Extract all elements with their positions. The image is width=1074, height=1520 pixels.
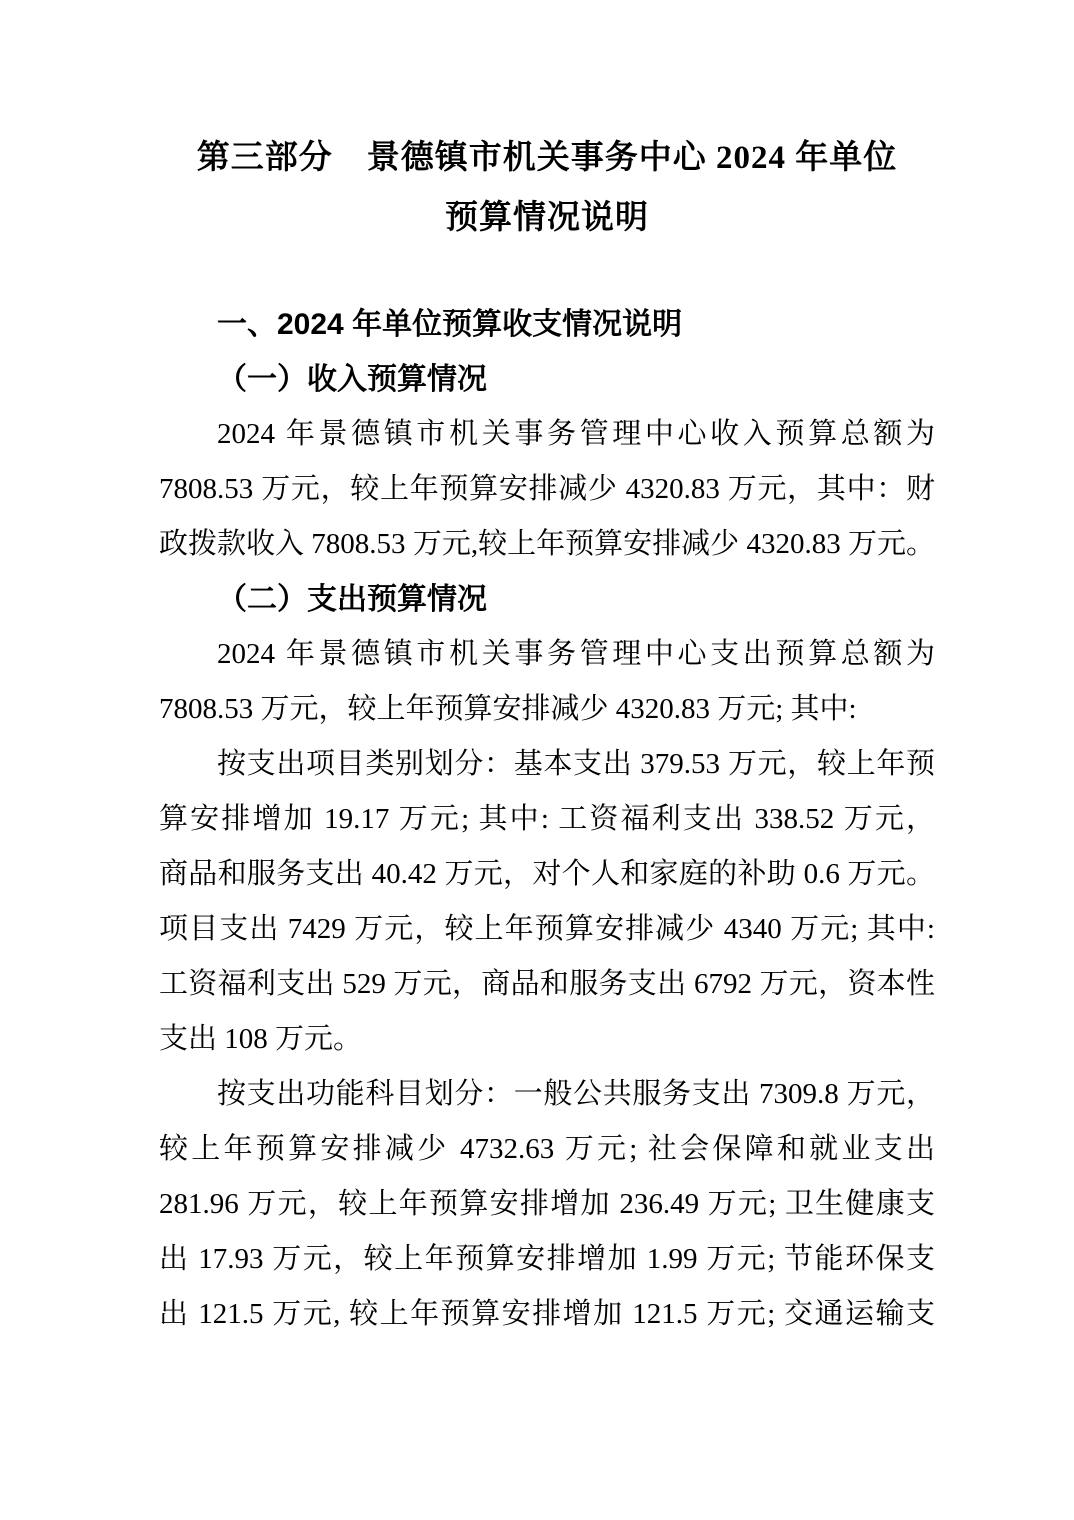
page-title-line-1: 第三部分 景德镇市机关事务中心 2024 年单位 bbox=[196, 140, 898, 176]
paragraph-line: 算安排增加 19.17 万元; 其中: 工资福利支出 338.52 万元， bbox=[159, 803, 935, 835]
paragraph-line: 2024 年景德镇市机关事务管理中心收入预算总额为 bbox=[217, 418, 935, 450]
paragraph-line: 出 121.5 万元, 较上年预算安排增加 121.5 万元; 交通运输支 bbox=[159, 1298, 935, 1330]
page-title bbox=[159, 128, 935, 248]
paragraph-line: 项目支出 7429 万元，较上年预算安排减少 4340 万元; 其中: bbox=[159, 913, 935, 945]
paragraph-line: 政拨款收入 7808.53 万元,较上年预算安排减少 4320.83 万元。 bbox=[159, 528, 935, 560]
paragraph-line: 按支出功能科目划分：一般公共服务支出 7309.8 万元， bbox=[217, 1078, 935, 1110]
paragraph-line: 支出 108 万元。 bbox=[159, 1023, 363, 1055]
paragraph-line: 工资福利支出 529 万元，商品和服务支出 6792 万元，资本性 bbox=[159, 968, 935, 1000]
subsection-heading-expense: （二）支出预算情况 bbox=[217, 583, 487, 616]
paragraph-line: 商品和服务支出 40.42 万元，对个人和家庭的补助 0.6 万元。 bbox=[159, 858, 935, 890]
income-paragraph bbox=[159, 407, 935, 572]
expense-total-paragraph bbox=[159, 627, 935, 737]
expense-by-function-paragraph bbox=[159, 1067, 935, 1342]
expense-by-category-paragraph bbox=[159, 737, 935, 1067]
section-heading-budget-overview: 一、2024 年单位预算收支情况说明 bbox=[217, 308, 683, 341]
page-title-line-2: 预算情况说明 bbox=[445, 200, 649, 236]
paragraph-line: 7808.53 万元，较上年预算安排减少 4320.83 万元，其中：财 bbox=[159, 473, 935, 505]
paragraph-line: 281.96 万元，较上年预算安排增加 236.49 万元; 卫生健康支 bbox=[159, 1188, 935, 1220]
paragraph-line: 7808.53 万元，较上年预算安排减少 4320.83 万元; 其中: bbox=[159, 693, 857, 725]
paragraph-line: 出 17.93 万元，较上年预算安排增加 1.99 万元; 节能环保支 bbox=[159, 1243, 935, 1275]
subsection-heading-income: （一）收入预算情况 bbox=[217, 363, 487, 396]
paragraph-line: 较上年预算安排减少 4732.63 万元; 社会保障和就业支出 bbox=[159, 1133, 935, 1165]
title-spacer bbox=[159, 248, 935, 297]
paragraph-line: 2024 年景德镇市机关事务管理中心支出预算总额为 bbox=[217, 638, 935, 670]
paragraph-line: 按支出项目类别划分：基本支出 379.53 万元，较上年预 bbox=[217, 748, 935, 780]
